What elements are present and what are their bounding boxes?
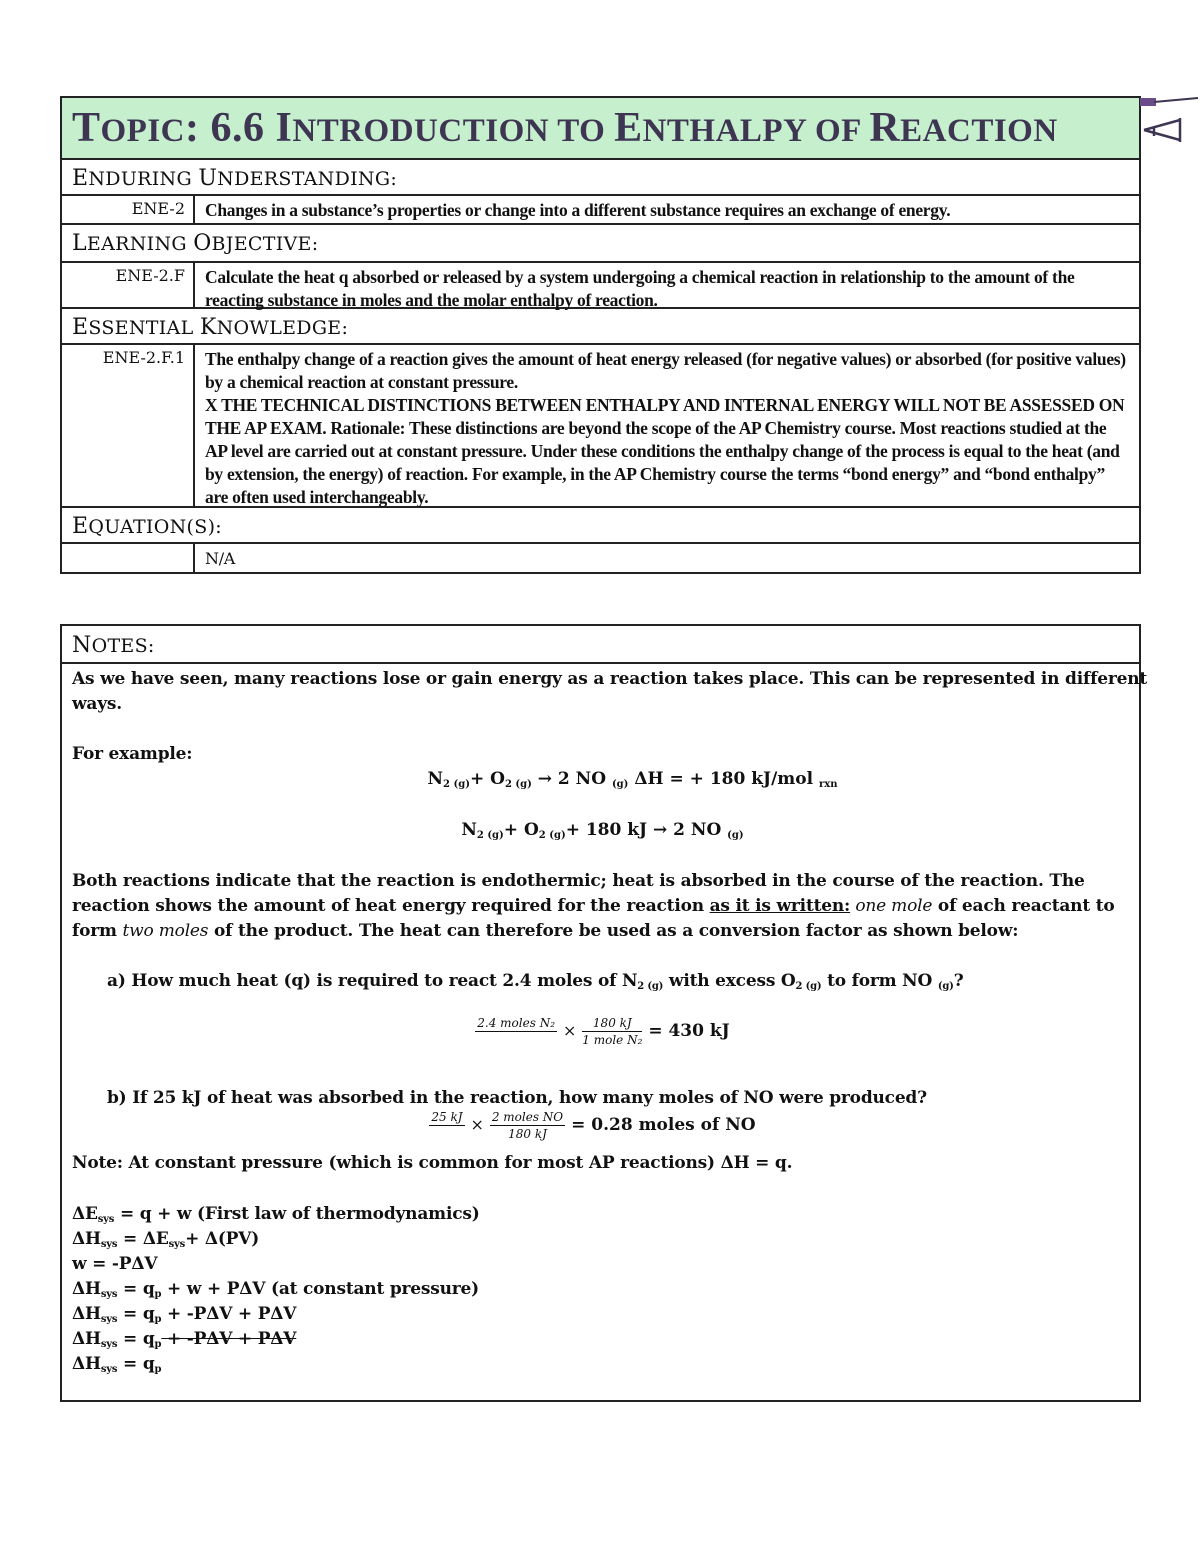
intro-line-2: ways. bbox=[72, 694, 123, 714]
equations-value: N/A bbox=[205, 549, 236, 568]
learning-objective-header: LEARNING OBJECTIVE: bbox=[62, 225, 1139, 263]
equations-header: EQUATION(S): bbox=[62, 508, 1139, 544]
calc-b-frac-1: 25 kJ bbox=[431, 1110, 463, 1124]
topic-table bbox=[60, 96, 1141, 574]
essential-knowledge-row bbox=[62, 345, 1139, 508]
enduring-understanding-row bbox=[62, 196, 1139, 225]
equations-code bbox=[62, 544, 195, 572]
calc-b-frac-2: $\frac{\text{2 moles NO}}{180 kJ}$ bbox=[491, 1110, 564, 1141]
notes-header: NOTES: bbox=[62, 626, 1139, 664]
paragraph-line-1: Both reactions indicate that the reaction is endothermic; heat is absorbed in the course of the reaction. The bbox=[72, 871, 1085, 891]
example-label: For example: bbox=[72, 744, 193, 764]
derivation-line-7: $\Delta H_{sys} = q_p$ bbox=[72, 1354, 162, 1375]
intro-line-1: As we have seen, many reactions lose or gain energy as a reaction takes place. This can be represented in different bbox=[72, 669, 1148, 689]
enduring-code: ENE-2 bbox=[62, 196, 195, 223]
calc-a-frac-2: $\frac{180 kJ}{\text{1 mole N₂}}$ bbox=[582, 1016, 643, 1047]
enduring-understanding-header: ENDURING UNDERSTANDING: bbox=[62, 160, 1139, 196]
note-line: Note: At constant pressure (which is common for most AP reactions) ΔH = q. bbox=[72, 1153, 793, 1173]
paragraph-line-2: reaction shows the amount of heat energy required for the reaction as it is written: one mole of each reactant to bbox=[72, 896, 1115, 916]
essential-knowledge-header: ESSENTIAL KNOWLEDGE: bbox=[62, 309, 1139, 345]
question-b: b) If 25 kJ of heat was absorbed in the reaction, how many moles of NO were produced? bbox=[107, 1088, 927, 1108]
page-title: TOPIC: 6.6 INTRODUCTION TO ENTHALPY OF REACTION bbox=[62, 98, 1139, 160]
derivation-line-2: $\Delta H_{sys} = \Delta E_{sys}+ \Delta(PV)$ bbox=[72, 1229, 260, 1250]
enduring-text: Changes in a substance’s properties or change into a different substance requires an exchange of energy. bbox=[205, 200, 951, 220]
objective-code: ENE-2.F bbox=[62, 263, 195, 307]
derivation-line-4: $\Delta H_{sys} = q_p + w + P\Delta V$ (at constant pressure) bbox=[72, 1279, 480, 1300]
learning-objective-row bbox=[62, 263, 1139, 309]
knowledge-code: ENE-2.F.1 bbox=[62, 345, 195, 506]
calc-a: 2.4 moles N₂ × $\frac{180 kJ}{\text{1 mole N₂}}$ = 430 kJ bbox=[477, 1016, 730, 1047]
equation-2: $N_{2 (g)}+ O_{2 (g)}+ 180$ kJ → 2 NO $_{(g)}$ bbox=[461, 820, 744, 841]
question-a: a) How much heat (q) is required to react 2.4 moles of $N_{2 (g)}$ with excess $O_{2 (g)}$ to form NO $_{(g)}$? bbox=[107, 971, 964, 992]
calc-b: 25 kJ × $\frac{\text{2 moles NO}}{180 kJ}$ = 0.28 moles of NO bbox=[431, 1110, 756, 1141]
knowledge-text bbox=[195, 345, 1139, 506]
bookmark-icon bbox=[1140, 96, 1200, 146]
equations-row bbox=[62, 544, 1139, 572]
derivation-line-6: $\Delta H_{sys} = q_p + -P\Delta V + P\Delta V$ bbox=[72, 1329, 297, 1350]
derivation-line-5: $\Delta H_{sys} = q_p + -P\Delta V + P\Delta V$ bbox=[72, 1304, 297, 1325]
notes-box bbox=[60, 624, 1148, 1402]
calc-a-frac-1: 2.4 moles N₂ bbox=[477, 1016, 556, 1030]
knowledge-line-1: The enthalpy change of a reaction gives the amount of heat energy released (for negative values) or absorbed (for positive values) by a chemical reaction at constant pressure. bbox=[205, 349, 1126, 392]
objective-text: Calculate the heat q absorbed or released by a system undergoing a chemical reaction in relationship to the amount of the reacting substance in moles and the molar enthalpy of reaction. bbox=[205, 267, 1075, 310]
derivation-line-1: $\Delta E_{sys} = q + w$ (First law of thermodynamics) bbox=[72, 1204, 480, 1225]
paragraph-line-3: form two moles of the product. The heat can therefore be used as a conversion factor as shown below: bbox=[72, 921, 1019, 941]
derivation-line-3: w = -PΔV bbox=[72, 1254, 158, 1274]
cancelled-terms: + -PΔV + PΔV bbox=[161, 1329, 297, 1349]
equation-1: $N_{2 (g)}+ O_{2 (g)} \to 2$ NO $_{(g)}$ ΔH = + 180 kJ/mol $_{rxn}$ bbox=[427, 769, 838, 790]
knowledge-line-2: X THE TECHNICAL DISTINCTIONS BETWEEN ENTHALPY AND INTERNAL ENERGY WILL NOT BE ASSESSED ON THE AP EXAM. Rationale: These distinctions are beyond the scope of the AP Chemistry course. Most reactions studied at the AP level are carried out at constant pressure. Under these conditions the enthalpy change of the process is equal to the heat (and by extension, the energy) of reaction. For example, in the AP Chemistry course the terms “bond energy” and “bond enthalpy” are often used interchangeably. bbox=[205, 395, 1125, 507]
